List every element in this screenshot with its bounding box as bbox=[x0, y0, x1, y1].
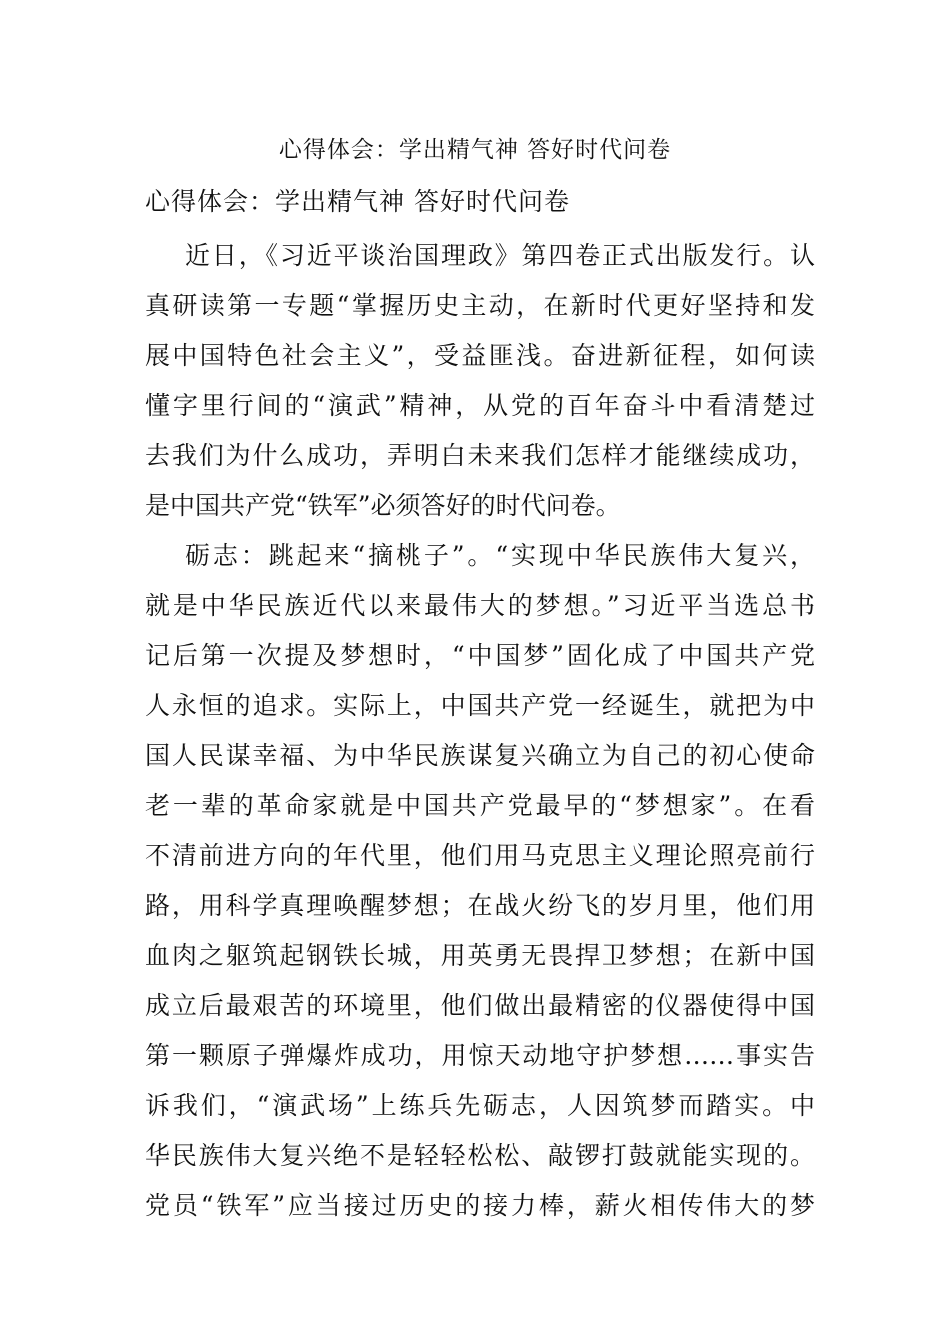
paragraph-line: 路，用科学真理唤醒梦想；在战火纷飞的岁月里，他们用 bbox=[145, 891, 815, 920]
paragraph-line: 就是中华民族近代以来最伟大的梦想。”习近平当选总书 bbox=[145, 591, 815, 620]
paragraph-line: 砺志：跳起来“摘桃子”。“实现中华民族伟大复兴， bbox=[185, 541, 815, 570]
paragraph-line: 近日，《习近平谈治国理政》第四卷正式出版发行。认 bbox=[185, 241, 815, 270]
paragraph-line: 成立后最艰苦的环境里，他们做出最精密的仪器使得中国 bbox=[145, 991, 815, 1020]
paragraph-line: 真研读第一专题“掌握历史主动，在新时代更好坚持和发 bbox=[145, 291, 815, 320]
document-body bbox=[145, 231, 815, 1231]
paragraph-line: 不清前进方向的年代里，他们用马克思主义理论照亮前行 bbox=[145, 841, 815, 870]
paragraph-line: 人永恒的追求。实际上，中国共产党一经诞生，就把为中 bbox=[145, 691, 815, 720]
paragraph-1 bbox=[145, 231, 815, 531]
paragraph-line: 懂字里行间的“演武”精神，从党的百年奋斗中看清楚过 bbox=[145, 391, 815, 420]
paragraph-line: 展中国特色社会主义”，受益匪浅。奋进新征程，如何读 bbox=[145, 341, 815, 370]
paragraph-line: 党员“铁军”应当接过历史的接力棒，薪火相传伟大的梦 bbox=[145, 1191, 815, 1220]
paragraph-line: 国人民谋幸福、为中华民族谋复兴确立为自己的初心使命 bbox=[145, 741, 815, 770]
paragraph-line: 是中国共产党“铁军”必须答好的时代问卷。 bbox=[145, 491, 621, 520]
paragraph-line: 华民族伟大复兴绝不是轻轻松松、敲锣打鼓就能实现的。 bbox=[145, 1141, 815, 1170]
paragraph-line: 血肉之躯筑起钢铁长城，用英勇无畏捍卫梦想；在新中国 bbox=[145, 941, 815, 970]
paragraph-line: 老一辈的革命家就是中国共产党最早的“梦想家”。在看 bbox=[145, 791, 815, 820]
paragraph-line: 记后第一次提及梦想时，“中国梦”固化成了中国共产党 bbox=[145, 641, 815, 670]
paragraph-line: 去我们为什么成功，弄明白未来我们怎样才能继续成功， bbox=[145, 441, 815, 470]
document-title: 心得体会：学出精气神 答好时代问卷 bbox=[278, 137, 672, 163]
document-subtitle: 心得体会：学出精气神 答好时代问卷 bbox=[145, 187, 570, 216]
paragraph-line: 第一颗原子弹爆炸成功，用惊天动地守护梦想……事实告 bbox=[145, 1041, 815, 1070]
paragraph-2 bbox=[145, 531, 815, 1231]
paragraph-line: 诉我们，“演武场”上练兵先砺志，人因筑梦而踏实。中 bbox=[145, 1091, 815, 1120]
